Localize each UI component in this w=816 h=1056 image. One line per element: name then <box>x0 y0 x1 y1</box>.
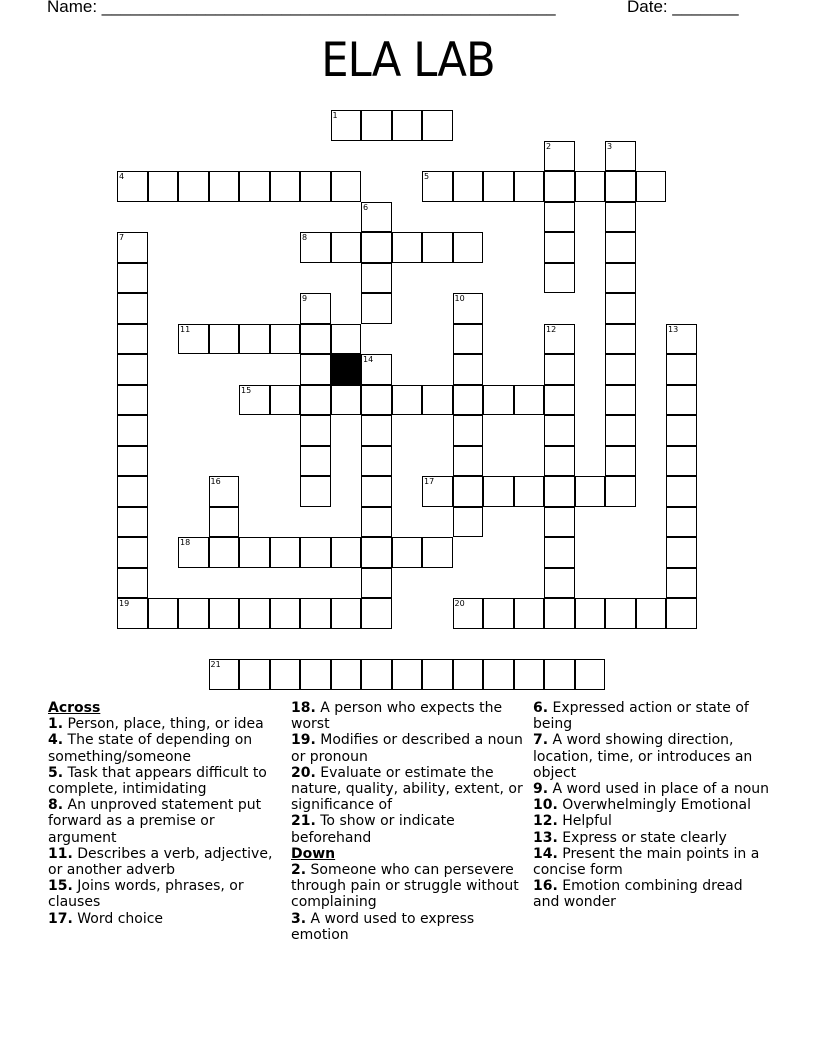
clue-number-label: 11. <box>48 845 73 862</box>
crossword-cell[interactable] <box>666 385 697 416</box>
crossword-cell[interactable] <box>483 385 514 416</box>
crossword-cell[interactable] <box>300 171 331 202</box>
crossword-cell[interactable] <box>605 263 636 294</box>
crossword-cell[interactable] <box>239 324 270 355</box>
crossword-cell[interactable] <box>178 171 209 202</box>
across-heading: Across <box>48 700 101 716</box>
crossword-cell[interactable] <box>300 476 331 507</box>
crossword-cell[interactable] <box>666 354 697 385</box>
clues-column-1 <box>48 700 278 927</box>
crossword-cell[interactable] <box>239 598 270 629</box>
crossword-cell[interactable] <box>270 598 301 629</box>
crossword-cell[interactable] <box>605 202 636 233</box>
clue-number-label: 4. <box>48 732 64 749</box>
clue-item <box>533 797 773 813</box>
clue-text: Word choice <box>72 910 164 927</box>
crossword-cell[interactable] <box>544 232 575 263</box>
clue-item <box>48 732 278 764</box>
clue-item <box>48 878 278 910</box>
crossword-cell[interactable] <box>483 171 514 202</box>
crossword-cell[interactable] <box>605 293 636 324</box>
crossword-cell[interactable] <box>453 507 484 538</box>
crossword-cell[interactable] <box>178 598 209 629</box>
crossword-cell[interactable] <box>514 171 545 202</box>
clue-number-label: 1. <box>48 716 64 733</box>
crossword-cell[interactable] <box>544 202 575 233</box>
clue-text: Overwhelmingly Emotional <box>557 797 752 814</box>
name-field-label: Name: ________________________________________________ <box>47 0 556 16</box>
clue-number-label: 10. <box>533 797 558 814</box>
clue-number-label: 20. <box>291 764 316 781</box>
clue-number-label: 19. <box>291 732 316 749</box>
clue-number: 21 <box>210 660 221 669</box>
crossword-cell[interactable] <box>270 537 301 568</box>
clue-number-label: 14. <box>533 845 558 862</box>
crossword-cell[interactable] <box>331 171 362 202</box>
page-title: ELA LAB <box>321 33 495 88</box>
clue-item <box>533 846 773 878</box>
crossword-cell[interactable] <box>514 598 545 629</box>
clue-text: Describes a verb, adjective, or another adverb <box>48 845 273 879</box>
clue-number: 6 <box>363 202 369 212</box>
clue-item <box>48 716 278 732</box>
crossword-cell[interactable] <box>300 446 331 477</box>
crossword-cell[interactable] <box>575 659 606 690</box>
clue-text: Task that appears difficult to complete, intimidating <box>48 764 267 798</box>
clue-text: Expressed action or state of being <box>533 700 749 733</box>
crossword-cell[interactable] <box>361 446 392 477</box>
crossword-cell[interactable] <box>605 446 636 477</box>
crossword-cell[interactable] <box>331 598 362 629</box>
clue-text: Modifies or described a noun or pronoun <box>291 732 523 765</box>
crossword-cell[interactable] <box>331 232 362 263</box>
clue-text: Present the main points in a concise form <box>533 845 760 879</box>
crossword-cell[interactable] <box>300 415 331 446</box>
crossword-cell[interactable] <box>331 324 362 355</box>
crossword-cell[interactable] <box>453 415 484 446</box>
crossword-cell[interactable] <box>270 171 301 202</box>
clue-item <box>48 911 278 927</box>
clue-number: 8 <box>302 233 308 242</box>
clues-column-2 <box>291 700 526 943</box>
clue-number: 2 <box>546 141 552 151</box>
clue-item <box>291 911 526 943</box>
clue-number-label: 8. <box>48 797 64 814</box>
crossword-cell[interactable] <box>361 537 392 568</box>
clue-number-label: 3. <box>291 910 307 927</box>
crossword-cell[interactable] <box>117 568 148 599</box>
clue-text: Express or state clearly <box>557 829 727 846</box>
crossword-cell[interactable] <box>392 232 423 263</box>
crossword-cell[interactable] <box>483 598 514 629</box>
crossword-cell[interactable] <box>392 110 423 141</box>
crossword-cell[interactable] <box>605 598 636 629</box>
crossword-cell[interactable] <box>544 446 575 477</box>
clue-item <box>533 830 773 846</box>
crossword-cell[interactable] <box>605 324 636 355</box>
crossword-cell[interactable] <box>544 537 575 568</box>
crossword-cell[interactable] <box>666 568 697 599</box>
clue-number: 11 <box>180 324 191 334</box>
crossword-cell[interactable] <box>117 293 148 324</box>
clue-text: Someone who can persevere through pain or struggle without complaining <box>291 862 519 911</box>
crossword-cell[interactable] <box>453 476 484 507</box>
clue-number: 10 <box>454 294 465 303</box>
crossword-cell[interactable] <box>361 385 392 416</box>
clue-item <box>533 813 773 829</box>
crossword-cell[interactable] <box>605 415 636 446</box>
crossword-cell[interactable] <box>331 537 362 568</box>
crossword-cell[interactable] <box>209 598 240 629</box>
crossword-cell[interactable] <box>422 110 453 141</box>
crossword-cell[interactable] <box>575 598 606 629</box>
crossword-cell[interactable] <box>117 324 148 355</box>
crossword-cell[interactable] <box>300 385 331 416</box>
crossword-cell[interactable] <box>453 171 484 202</box>
clue-text: Helpful <box>557 813 612 830</box>
crossword-cell[interactable] <box>117 446 148 477</box>
clue-number: 9 <box>302 294 308 303</box>
crossword-cell[interactable] <box>666 537 697 568</box>
crossword-cell[interactable] <box>575 171 606 202</box>
clue-number: 16 <box>210 477 221 486</box>
crossword-cell[interactable] <box>636 598 667 629</box>
crossword-cell[interactable] <box>148 171 179 202</box>
crossword-cell[interactable] <box>209 324 240 355</box>
crossword-cell[interactable] <box>605 171 636 202</box>
clue-number: 18 <box>180 538 191 547</box>
clue-number-label: 15. <box>48 878 73 895</box>
crossword-cell[interactable] <box>544 507 575 538</box>
clue-item <box>291 700 526 732</box>
crossword-cell[interactable] <box>453 232 484 263</box>
crossword-cell[interactable] <box>666 598 697 629</box>
down-heading: Down <box>291 845 336 862</box>
clue-number-label: 12. <box>533 813 558 830</box>
clue-number: 5 <box>424 172 430 181</box>
crossword-cell[interactable] <box>666 476 697 507</box>
clue-text: Person, place, thing, or idea <box>63 716 264 733</box>
clue-text: A person who expects the worst <box>291 700 503 733</box>
crossword-cell[interactable] <box>605 385 636 416</box>
clue-text: Joins words, phrases, or clauses <box>48 878 244 911</box>
clue-item <box>533 732 773 781</box>
crossword-cell[interactable] <box>300 598 331 629</box>
clue-number-label: 18. <box>291 700 316 716</box>
clues-column-3 <box>533 700 773 911</box>
crossword-cell[interactable] <box>544 568 575 599</box>
crossword-cell[interactable] <box>361 659 392 690</box>
crossword-cell[interactable] <box>300 324 331 355</box>
clue-number: 19 <box>119 599 130 608</box>
crossword-cell[interactable] <box>209 171 240 202</box>
clue-text: A word used to express emotion <box>291 910 475 943</box>
crossword-cell[interactable] <box>514 476 545 507</box>
crossword-cell[interactable] <box>239 659 270 690</box>
clue-item <box>48 765 278 797</box>
crossword-cell[interactable] <box>361 507 392 538</box>
crossword-cell[interactable] <box>422 659 453 690</box>
crossword-cell[interactable] <box>514 659 545 690</box>
clue-item <box>48 846 278 878</box>
clue-number: 20 <box>454 599 465 608</box>
crossword-cell[interactable] <box>605 354 636 385</box>
crossword-cell[interactable] <box>575 476 606 507</box>
clue-item <box>291 732 526 764</box>
clue-list <box>48 716 278 927</box>
clue-number-label: 16. <box>533 878 558 895</box>
crossword-cell[interactable] <box>605 232 636 263</box>
black-cell <box>331 354 362 385</box>
crossword-cell[interactable] <box>331 659 362 690</box>
crossword-cell[interactable] <box>270 324 301 355</box>
crossword-cell[interactable] <box>483 659 514 690</box>
crossword-cell[interactable] <box>361 263 392 294</box>
crossword-cell[interactable] <box>209 507 240 538</box>
crossword-cell[interactable] <box>239 537 270 568</box>
crossword-cell[interactable] <box>331 385 362 416</box>
crossword-cell[interactable] <box>209 537 240 568</box>
crossword-cell[interactable] <box>117 385 148 416</box>
crossword-cell[interactable] <box>544 476 575 507</box>
crossword-cell[interactable] <box>361 110 392 141</box>
crossword-cell[interactable] <box>636 171 667 202</box>
crossword-cell[interactable] <box>453 385 484 416</box>
clue-number-label: 7. <box>533 732 549 749</box>
clue-number: 14 <box>363 355 374 364</box>
crossword-cell[interactable] <box>666 507 697 538</box>
clue-item <box>291 862 526 911</box>
clue-number-label: 6. <box>533 700 549 716</box>
crossword-cell[interactable] <box>239 171 270 202</box>
clue-number: 1 <box>332 111 338 120</box>
crossword-cell[interactable] <box>605 476 636 507</box>
clue-number: 4 <box>119 172 125 181</box>
clue-list <box>533 700 773 911</box>
clue-number-label: 13. <box>533 829 558 846</box>
clue-text: A word used in place of a noun <box>548 781 770 798</box>
crossword-cell[interactable] <box>270 659 301 690</box>
crossword-cell[interactable] <box>483 476 514 507</box>
crossword-cell[interactable] <box>117 507 148 538</box>
crossword-cell[interactable] <box>544 385 575 416</box>
crossword-cell[interactable] <box>514 385 545 416</box>
crossword-cell[interactable] <box>300 537 331 568</box>
clue-item <box>48 797 278 846</box>
clue-text: The state of depending on something/someone <box>48 732 253 765</box>
clue-number-label: 2. <box>291 862 307 879</box>
crossword-cell[interactable] <box>422 385 453 416</box>
clue-text: To show or indicate beforehand <box>291 813 455 846</box>
clue-text: Evaluate or estimate the nature, quality, ability, extent, or significance of <box>291 764 523 814</box>
crossword-cell[interactable] <box>666 415 697 446</box>
clue-text: Emotion combining dread and wonder <box>533 878 743 911</box>
crossword-cell[interactable] <box>117 415 148 446</box>
crossword-cell[interactable] <box>361 598 392 629</box>
crossword-cell[interactable] <box>453 446 484 477</box>
crossword-cell[interactable] <box>392 659 423 690</box>
crossword-cell[interactable] <box>361 293 392 324</box>
clue-text: A word showing direction, location, time, or introduces an object <box>533 732 753 781</box>
crossword-cell[interactable] <box>666 446 697 477</box>
crossword-cell[interactable] <box>300 354 331 385</box>
crossword-cell[interactable] <box>544 598 575 629</box>
clue-number-label: 5. <box>48 764 64 781</box>
clue-item <box>533 700 773 732</box>
crossword-cell[interactable] <box>117 476 148 507</box>
crossword-cell[interactable] <box>392 385 423 416</box>
crossword-cell[interactable] <box>544 171 575 202</box>
crossword-cell[interactable] <box>544 354 575 385</box>
clue-list <box>291 862 526 943</box>
clue-number: 3 <box>607 141 613 151</box>
clue-number: 17 <box>424 477 435 486</box>
crossword-cell[interactable] <box>148 598 179 629</box>
crossword-cell[interactable] <box>422 232 453 263</box>
clue-number-label: 9. <box>533 781 549 798</box>
clue-number-label: 21. <box>291 813 316 830</box>
crossword-cell[interactable] <box>270 385 301 416</box>
clue-number: 7 <box>119 233 125 242</box>
crossword-cell[interactable] <box>361 568 392 599</box>
clue-number: 15 <box>241 385 252 395</box>
crossword-cell[interactable] <box>453 659 484 690</box>
crossword-cell[interactable] <box>117 354 148 385</box>
clue-number: 13 <box>668 324 679 334</box>
crossword-cell[interactable] <box>453 324 484 355</box>
crossword-cell[interactable] <box>361 476 392 507</box>
clue-text: An unproved statement put forward as a premise or argument <box>48 797 262 846</box>
clue-item <box>291 813 526 845</box>
clue-item <box>533 878 773 910</box>
crossword-cell[interactable] <box>117 537 148 568</box>
clue-number: 12 <box>546 324 557 334</box>
clue-item <box>291 765 526 814</box>
clue-item <box>533 781 773 797</box>
clue-number-label: 17. <box>48 910 73 927</box>
crossword-cell[interactable] <box>453 354 484 385</box>
crossword-cell[interactable] <box>300 659 331 690</box>
crossword-cell[interactable] <box>544 659 575 690</box>
crossword-cell[interactable] <box>117 263 148 294</box>
date-field-label: Date: _______ <box>627 0 739 16</box>
clue-list <box>291 700 526 846</box>
crossword-cell[interactable] <box>361 415 392 446</box>
crossword-cell[interactable] <box>544 263 575 294</box>
crossword-cell[interactable] <box>544 415 575 446</box>
crossword-cell[interactable] <box>361 232 392 263</box>
crossword-cell[interactable] <box>422 537 453 568</box>
crossword-cell[interactable] <box>392 537 423 568</box>
